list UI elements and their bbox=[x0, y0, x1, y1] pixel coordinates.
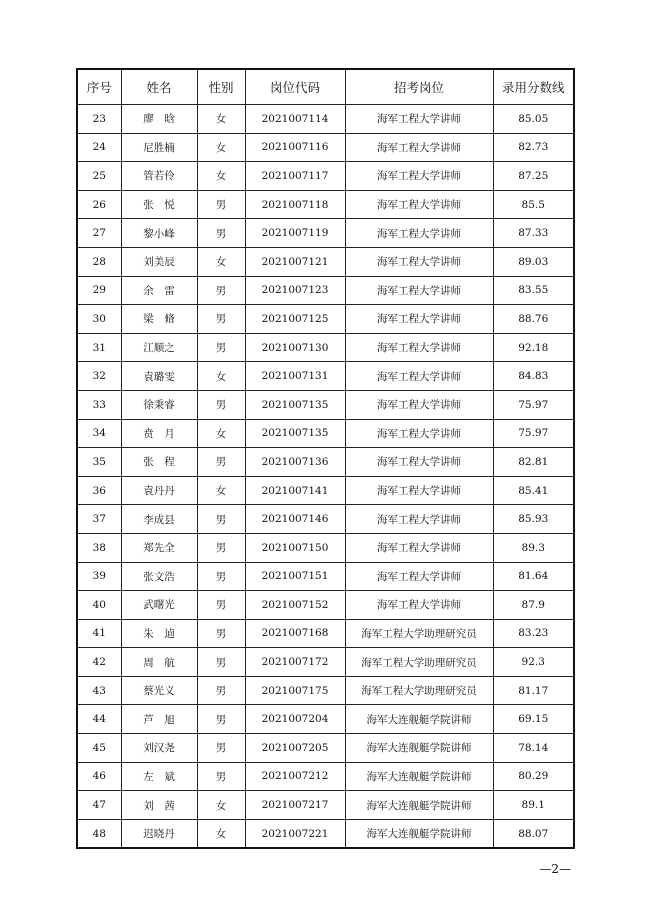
cell-seq: 35 bbox=[77, 448, 121, 477]
table-row bbox=[77, 505, 574, 534]
cell-name: 周 航 bbox=[121, 648, 197, 677]
cell-score: 89.03 bbox=[493, 247, 574, 276]
table-row bbox=[77, 705, 574, 734]
cell-gender: 男 bbox=[197, 305, 245, 334]
cell-post-code: 2021007221 bbox=[245, 819, 345, 848]
cell-name: 贲 月 bbox=[121, 419, 197, 448]
table-row bbox=[77, 476, 574, 505]
cell-post: 海军工程大学讲师 bbox=[345, 276, 493, 305]
cell-post: 海军工程大学助理研究员 bbox=[345, 676, 493, 705]
cell-post-code: 2021007146 bbox=[245, 505, 345, 534]
cell-post: 海军工程大学讲师 bbox=[345, 305, 493, 334]
cell-score: 89.3 bbox=[493, 533, 574, 562]
table-row bbox=[77, 676, 574, 705]
cell-gender: 男 bbox=[197, 533, 245, 562]
cell-post: 海军工程大学讲师 bbox=[345, 505, 493, 534]
cell-gender: 女 bbox=[197, 162, 245, 191]
cell-score: 81.64 bbox=[493, 562, 574, 591]
cell-score: 82.73 bbox=[493, 133, 574, 162]
table-row bbox=[77, 190, 574, 219]
cell-seq: 46 bbox=[77, 762, 121, 791]
cell-gender: 男 bbox=[197, 219, 245, 248]
cell-post: 海军工程大学讲师 bbox=[345, 533, 493, 562]
table-row bbox=[77, 162, 574, 191]
cell-score: 88.76 bbox=[493, 305, 574, 334]
cell-score: 87.9 bbox=[493, 591, 574, 620]
cell-name: 江顺之 bbox=[121, 333, 197, 362]
cell-score: 83.55 bbox=[493, 276, 574, 305]
table-row bbox=[77, 734, 574, 763]
cell-name: 张 悦 bbox=[121, 190, 197, 219]
cell-post: 海军大连舰艇学院讲师 bbox=[345, 705, 493, 734]
cell-post: 海军工程大学讲师 bbox=[345, 105, 493, 134]
cell-score: 75.97 bbox=[493, 419, 574, 448]
table-row bbox=[77, 791, 574, 820]
table-row bbox=[77, 591, 574, 620]
cell-gender: 男 bbox=[197, 276, 245, 305]
cell-post-code: 2021007125 bbox=[245, 305, 345, 334]
cell-post: 海军工程大学讲师 bbox=[345, 476, 493, 505]
cell-post-code: 2021007175 bbox=[245, 676, 345, 705]
cell-name: 左 斌 bbox=[121, 762, 197, 791]
cell-post-code: 2021007217 bbox=[245, 791, 345, 820]
cell-post-code: 2021007114 bbox=[245, 105, 345, 134]
cell-score: 89.1 bbox=[493, 791, 574, 820]
cell-score: 82.81 bbox=[493, 448, 574, 477]
cell-name: 蔡光义 bbox=[121, 676, 197, 705]
cell-name: 李成县 bbox=[121, 505, 197, 534]
cell-post-code: 2021007118 bbox=[245, 190, 345, 219]
table-row bbox=[77, 448, 574, 477]
header-gender: 性别 bbox=[197, 69, 245, 105]
cell-gender: 女 bbox=[197, 791, 245, 820]
cell-gender: 女 bbox=[197, 362, 245, 391]
table-row bbox=[77, 247, 574, 276]
cell-score: 88.07 bbox=[493, 819, 574, 848]
cell-gender: 女 bbox=[197, 133, 245, 162]
cell-post: 海军工程大学讲师 bbox=[345, 162, 493, 191]
cell-seq: 37 bbox=[77, 505, 121, 534]
cell-name: 张文浩 bbox=[121, 562, 197, 591]
header-post: 招考岗位 bbox=[345, 69, 493, 105]
cell-seq: 41 bbox=[77, 619, 121, 648]
cell-gender: 男 bbox=[197, 562, 245, 591]
table-row bbox=[77, 219, 574, 248]
cell-score: 92.18 bbox=[493, 333, 574, 362]
cell-name: 刘汉尧 bbox=[121, 734, 197, 763]
cell-name: 张 程 bbox=[121, 448, 197, 477]
cell-seq: 27 bbox=[77, 219, 121, 248]
cell-post: 海军工程大学讲师 bbox=[345, 419, 493, 448]
cell-post-code: 2021007212 bbox=[245, 762, 345, 791]
cell-gender: 女 bbox=[197, 819, 245, 848]
cell-post-code: 2021007135 bbox=[245, 419, 345, 448]
cell-seq: 40 bbox=[77, 591, 121, 620]
table-row bbox=[77, 276, 574, 305]
page-number: —2— bbox=[539, 862, 571, 876]
table-row bbox=[77, 133, 574, 162]
cell-name: 余 雷 bbox=[121, 276, 197, 305]
cell-name: 廖 晗 bbox=[121, 105, 197, 134]
cell-seq: 34 bbox=[77, 419, 121, 448]
cell-post-code: 2021007204 bbox=[245, 705, 345, 734]
cell-name: 徐秉睿 bbox=[121, 390, 197, 419]
cell-seq: 38 bbox=[77, 533, 121, 562]
cell-gender: 男 bbox=[197, 619, 245, 648]
header-name: 姓名 bbox=[121, 69, 197, 105]
cell-seq: 47 bbox=[77, 791, 121, 820]
cell-post-code: 2021007151 bbox=[245, 562, 345, 591]
cell-score: 85.05 bbox=[493, 105, 574, 134]
cell-gender: 男 bbox=[197, 591, 245, 620]
cell-post-code: 2021007152 bbox=[245, 591, 345, 620]
cell-post-code: 2021007205 bbox=[245, 734, 345, 763]
cell-post: 海军大连舰艇学院讲师 bbox=[345, 819, 493, 848]
cell-gender: 男 bbox=[197, 390, 245, 419]
cell-post: 海军工程大学讲师 bbox=[345, 362, 493, 391]
table-row bbox=[77, 562, 574, 591]
admission-score-table bbox=[76, 68, 575, 849]
cell-post: 海军工程大学讲师 bbox=[345, 219, 493, 248]
cell-seq: 44 bbox=[77, 705, 121, 734]
cell-score: 87.25 bbox=[493, 162, 574, 191]
cell-post-code: 2021007123 bbox=[245, 276, 345, 305]
cell-seq: 39 bbox=[77, 562, 121, 591]
cell-gender: 女 bbox=[197, 419, 245, 448]
cell-post-code: 2021007121 bbox=[245, 247, 345, 276]
cell-name: 尼胜楠 bbox=[121, 133, 197, 162]
cell-post: 海军工程大学讲师 bbox=[345, 448, 493, 477]
table-row bbox=[77, 619, 574, 648]
cell-post: 海军工程大学助理研究员 bbox=[345, 648, 493, 677]
cell-seq: 29 bbox=[77, 276, 121, 305]
table-row bbox=[77, 819, 574, 848]
cell-post-code: 2021007130 bbox=[245, 333, 345, 362]
cell-post: 海军工程大学讲师 bbox=[345, 247, 493, 276]
cell-gender: 男 bbox=[197, 505, 245, 534]
header-post-code: 岗位代码 bbox=[245, 69, 345, 105]
table-row bbox=[77, 362, 574, 391]
cell-post-code: 2021007135 bbox=[245, 390, 345, 419]
cell-name: 袁丹丹 bbox=[121, 476, 197, 505]
cell-post-code: 2021007119 bbox=[245, 219, 345, 248]
cell-seq: 42 bbox=[77, 648, 121, 677]
cell-post: 海军工程大学讲师 bbox=[345, 562, 493, 591]
cell-gender: 女 bbox=[197, 105, 245, 134]
cell-seq: 33 bbox=[77, 390, 121, 419]
cell-seq: 31 bbox=[77, 333, 121, 362]
cell-score: 87.33 bbox=[493, 219, 574, 248]
cell-post-code: 2021007172 bbox=[245, 648, 345, 677]
cell-post: 海军工程大学讲师 bbox=[345, 390, 493, 419]
cell-seq: 30 bbox=[77, 305, 121, 334]
cell-gender: 女 bbox=[197, 247, 245, 276]
cell-score: 80.29 bbox=[493, 762, 574, 791]
cell-name: 梁 脩 bbox=[121, 305, 197, 334]
cell-name: 刘美辰 bbox=[121, 247, 197, 276]
cell-seq: 23 bbox=[77, 105, 121, 134]
table-row bbox=[77, 333, 574, 362]
cell-gender: 男 bbox=[197, 333, 245, 362]
header-score: 录用分数线 bbox=[493, 69, 574, 105]
cell-gender: 男 bbox=[197, 448, 245, 477]
cell-gender: 男 bbox=[197, 676, 245, 705]
cell-seq: 36 bbox=[77, 476, 121, 505]
cell-seq: 43 bbox=[77, 676, 121, 705]
cell-gender: 男 bbox=[197, 734, 245, 763]
cell-name: 武曙光 bbox=[121, 591, 197, 620]
cell-seq: 45 bbox=[77, 734, 121, 763]
cell-score: 69.15 bbox=[493, 705, 574, 734]
cell-post: 海军大连舰艇学院讲师 bbox=[345, 734, 493, 763]
cell-name: 芦 旭 bbox=[121, 705, 197, 734]
cell-seq: 26 bbox=[77, 190, 121, 219]
cell-score: 81.17 bbox=[493, 676, 574, 705]
cell-post-code: 2021007131 bbox=[245, 362, 345, 391]
cell-gender: 女 bbox=[197, 476, 245, 505]
cell-post-code: 2021007117 bbox=[245, 162, 345, 191]
cell-score: 85.5 bbox=[493, 190, 574, 219]
table-row bbox=[77, 648, 574, 677]
cell-gender: 男 bbox=[197, 705, 245, 734]
cell-post: 海军工程大学助理研究员 bbox=[345, 619, 493, 648]
table-row bbox=[77, 419, 574, 448]
cell-post-code: 2021007136 bbox=[245, 448, 345, 477]
cell-name: 朱 逌 bbox=[121, 619, 197, 648]
cell-name: 黎小峰 bbox=[121, 219, 197, 248]
cell-gender: 男 bbox=[197, 762, 245, 791]
table-row bbox=[77, 105, 574, 134]
table-header-row bbox=[77, 69, 574, 105]
cell-score: 84.83 bbox=[493, 362, 574, 391]
cell-score: 83.23 bbox=[493, 619, 574, 648]
cell-post: 海军工程大学讲师 bbox=[345, 333, 493, 362]
cell-post-code: 2021007150 bbox=[245, 533, 345, 562]
cell-post: 海军大连舰艇学院讲师 bbox=[345, 791, 493, 820]
cell-post: 海军工程大学讲师 bbox=[345, 133, 493, 162]
cell-name: 郑先全 bbox=[121, 533, 197, 562]
cell-name: 迟晓丹 bbox=[121, 819, 197, 848]
table-row bbox=[77, 305, 574, 334]
cell-seq: 25 bbox=[77, 162, 121, 191]
cell-seq: 48 bbox=[77, 819, 121, 848]
cell-score: 92.3 bbox=[493, 648, 574, 677]
cell-seq: 28 bbox=[77, 247, 121, 276]
cell-name: 刘 茜 bbox=[121, 791, 197, 820]
table-row bbox=[77, 390, 574, 419]
table-body bbox=[77, 105, 574, 849]
cell-post-code: 2021007141 bbox=[245, 476, 345, 505]
cell-score: 85.93 bbox=[493, 505, 574, 534]
cell-post: 海军工程大学讲师 bbox=[345, 190, 493, 219]
table-row bbox=[77, 762, 574, 791]
cell-gender: 男 bbox=[197, 190, 245, 219]
cell-seq: 32 bbox=[77, 362, 121, 391]
table-row bbox=[77, 533, 574, 562]
cell-score: 85.41 bbox=[493, 476, 574, 505]
cell-post: 海军大连舰艇学院讲师 bbox=[345, 762, 493, 791]
cell-post-code: 2021007168 bbox=[245, 619, 345, 648]
cell-seq: 24 bbox=[77, 133, 121, 162]
cell-name: 袁璐雯 bbox=[121, 362, 197, 391]
cell-score: 78.14 bbox=[493, 734, 574, 763]
cell-post: 海军工程大学讲师 bbox=[345, 591, 493, 620]
header-seq: 序号 bbox=[77, 69, 121, 105]
cell-post-code: 2021007116 bbox=[245, 133, 345, 162]
cell-gender: 男 bbox=[197, 648, 245, 677]
cell-score: 75.97 bbox=[493, 390, 574, 419]
cell-name: 管若伶 bbox=[121, 162, 197, 191]
